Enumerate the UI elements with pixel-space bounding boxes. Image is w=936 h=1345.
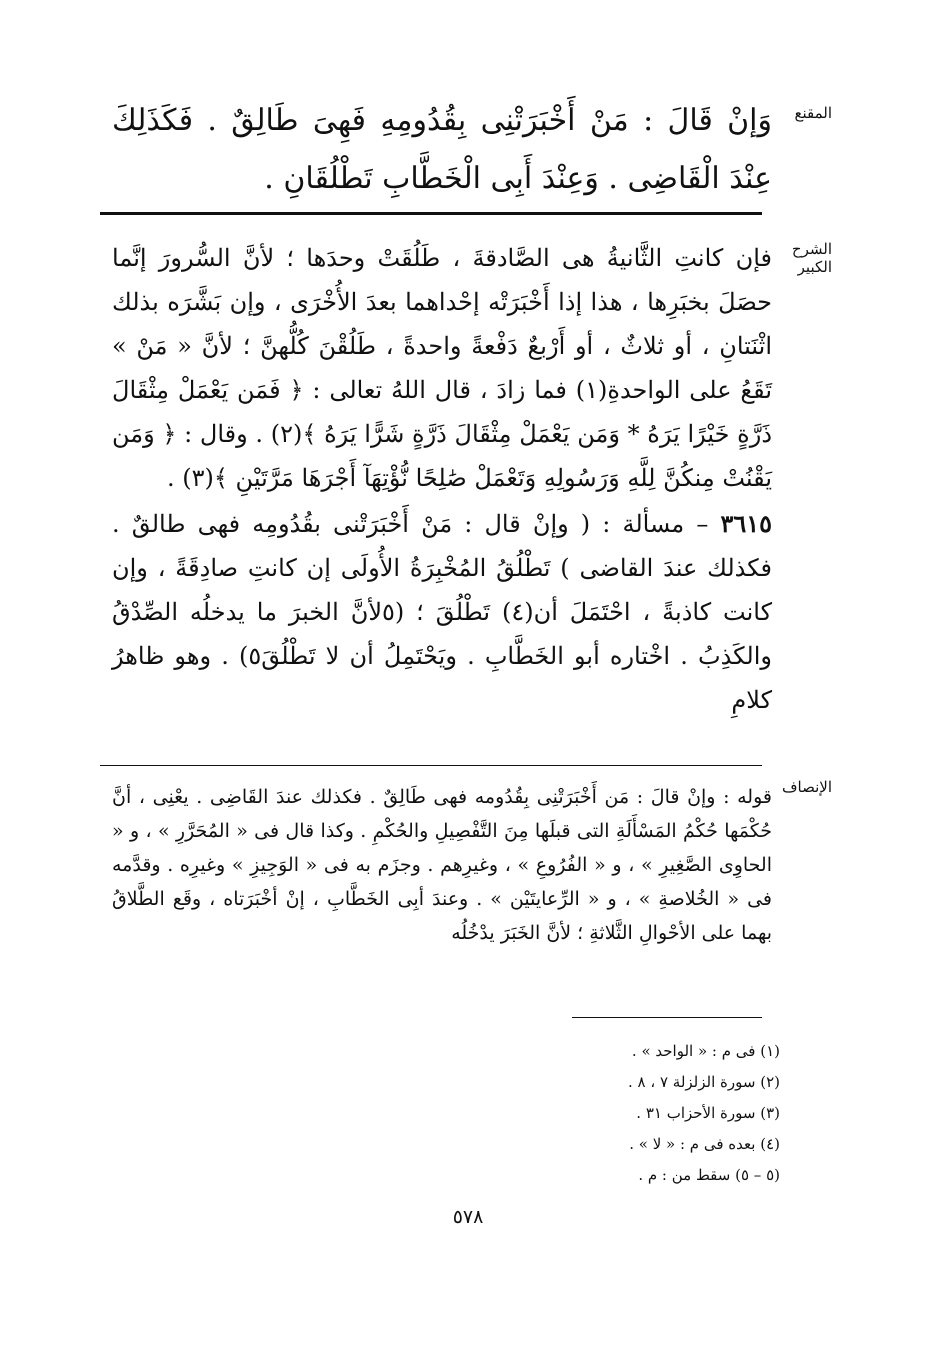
sharh-paragraph-1: فإن كانتِ الثَّانيةُ هى الصَّادقةَ ، طَلُقَتْ وحدَها ؛ لأنَّ السُّرورَ إنَّما حصَلَ بخبَرِها ، هذا إذا أَخْبَرَتْه إحْداهما بعدَ الأُخْرَى ، وإن بَشَّرَه بذلك اثْنَتانِ ، أو ثلاثٌ ، أو أَرْبعٌ دَفْعةً واحدةً ، طَلُقْنَ كُلُّهنَّ ؛ لأنَّ « مَنْ » تَقَعُ على الواحدةِ(١) فما زادَ ، قال اللهُ تعالى : ﴿ فَمَن يَعْمَلْ مِثْقَالَ ذَرَّةٍ خَيْرًا يَرَهُ * وَمَن يَعْمَلْ مِثْقَالَ ذَرَّةٍ شَرًّا يَرَهُ ﴾(٢) . وقال : ﴿ وَمَن يَقْنُتْ مِنكُنَّ لِلَّهِ وَرَسُولِهِ وَتَعْمَلْ صَٰلِحًا نُّؤْتِهَآ أَجْرَهَا مَرَّتَيْنِ ﴾(٣) . bbox=[112, 244, 773, 492]
section-divider-thick bbox=[100, 212, 762, 215]
insaf-text: قوله : وإنْ قالَ : مَن أَخْبَرَتْنِى بِقُدُومه فهى طَالِقٌ . فكذلك عندَ القَاضِى . يعْنِى ، أنَّ حُكْمَها حُكْمُ المَسْأَلَةِ التى قبلَها مِنَ التَّفْصِيلِ والحُكْمِ . وكذا قال فى « المُحَرَّرِ » ، و « الحاوِى الصَّغِيرِ » ، و « الفُرُوعِ » ، وغيرِهم . وجزَم به فى « الوَجِيزِ » وغيرِه . وقدَّمه فى « الخُلاصةِ » ، و « الرِّعايتَيْن » . وعندَ أبِى الخَطَّابِ ، إنْ أخْبَرَتاه ، وقَع الطَّلاقُ بهما على الأحْوالِ الثَّلاثةِ ؛ لأنَّ الخَبَرَ يدْخُلُه bbox=[112, 786, 772, 944]
label-insaf: الإنصاف bbox=[781, 778, 832, 796]
footnote-item: (٤) بعده فى م : « لا » . bbox=[629, 1135, 780, 1153]
footnote-item: (١) فى م : « الواحد » . bbox=[631, 1042, 780, 1060]
page-number: ٥٧٨ bbox=[452, 1206, 484, 1228]
masala-number: ٣٦١٥ bbox=[720, 509, 772, 538]
label-sharh: الشرح الكبير bbox=[791, 240, 832, 276]
section-divider-thin bbox=[100, 765, 762, 766]
footnote-item: (٥ – ٥) سقط من : م . bbox=[638, 1166, 780, 1184]
masala-text: – مسألة : ( وإنْ قال : مَنْ أَخْبَرَتْنى بقُدُومِه فهى طالقٌ . فكذلك عندَ القاضى ) تَطْلُقُ المُخْبِرَةُ الأُولَى إن كانتِ صادِقَةً ، وإن كانت كاذبةً ، احْتَمَلَ أن(٤) تَطْلُقَ ؛ (٥لأنَّ الخبرَ ما يدخلُه الصِّدْقُ والكَذِبُ . اخْتاره أبو الخَطَّابِ . ويَحْتَمِلُ أن لا تَطْلُقَ٥) . وهو ظاهرُ كلامِ bbox=[112, 510, 773, 714]
mugni-text: وَإنْ قَالَ : مَنْ أَخْبَرَتْنِى بِقُدُومِهِ فَهِىَ طَالِقٌ . فَكَذَلِكَ عِنْدَ الْقَاضِى . وَعِنْدَ أَبِى الْخَطَّابِ تَطْلُقَانِ . bbox=[112, 103, 772, 196]
footnote-item: (٢) سورة الزلزلة ٧ ، ٨ . bbox=[627, 1073, 780, 1091]
label-mugni: المقنع bbox=[794, 104, 832, 122]
sharh-paragraph-2 bbox=[112, 502, 772, 722]
footnotes bbox=[360, 1036, 780, 1191]
footnote-item: (٣) سورة الأحزاب ٣١ . bbox=[636, 1104, 780, 1122]
footnote-divider bbox=[572, 1017, 762, 1018]
sharh-block bbox=[112, 236, 772, 722]
